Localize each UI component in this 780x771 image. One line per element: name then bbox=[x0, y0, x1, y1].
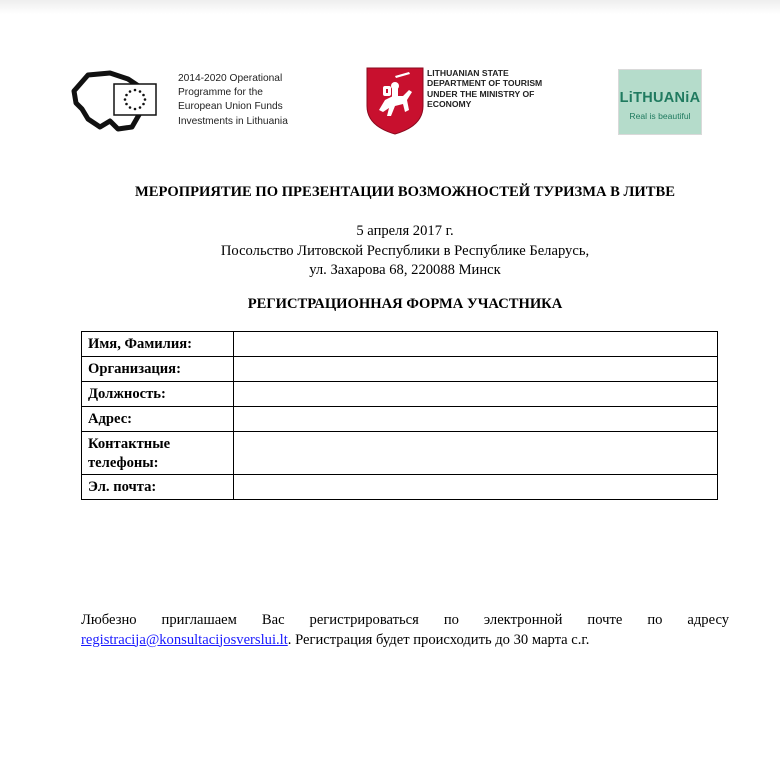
registration-email-link[interactable]: registracija@konsultacijosverslui.lt bbox=[81, 631, 288, 648]
lithuania-map-icon bbox=[70, 69, 170, 133]
registration-form-table bbox=[81, 331, 718, 500]
ministry-logo-line-4: ECONOMY bbox=[427, 99, 472, 110]
invitation-word: по bbox=[647, 612, 663, 628]
table-row bbox=[82, 407, 718, 432]
ministry-logo-line-2: DEPARTMENT OF TOURISM bbox=[427, 78, 543, 89]
ministry-logo-line-3: UNDER THE MINISTRY OF bbox=[427, 88, 535, 99]
field-label-position: Должность: bbox=[82, 382, 234, 407]
invitation-line-1 bbox=[81, 611, 729, 631]
lithuania-travel-logo bbox=[618, 69, 702, 135]
invitation-word: регистрироваться bbox=[309, 612, 419, 628]
invitation-line-2 bbox=[81, 631, 729, 651]
event-title: МЕРОПРИЯТИЕ ПО ПРЕЗЕНТАЦИИ ВОЗМОЖНОСТЕЙ ТУРИЗМА В ЛИТВЕ bbox=[135, 184, 675, 200]
field-input-name[interactable] bbox=[234, 332, 718, 357]
eu-logo-line-3: European Union Funds bbox=[178, 101, 283, 113]
field-input-phones[interactable] bbox=[234, 432, 718, 475]
invitation-deadline-text: . Регистрация будет происходить до 30 марта с.г. bbox=[287, 631, 590, 648]
field-input-email[interactable] bbox=[234, 475, 718, 500]
field-label-email: Эл. почта: bbox=[82, 475, 234, 500]
invitation-word: почте bbox=[587, 612, 623, 628]
field-input-organization[interactable] bbox=[234, 357, 718, 382]
table-row bbox=[82, 475, 718, 500]
page-top-shadow bbox=[0, 0, 780, 14]
table-row bbox=[82, 432, 718, 475]
field-label-name: Имя, Фамилия: bbox=[82, 332, 234, 357]
field-input-position[interactable] bbox=[234, 382, 718, 407]
eu-logo-line-4: Investments in Lithuania bbox=[178, 115, 288, 127]
table-row bbox=[82, 382, 718, 407]
table-row bbox=[82, 332, 718, 357]
vytis-coat-of-arms-icon bbox=[365, 66, 425, 136]
invitation-word: по bbox=[443, 612, 459, 628]
eu-logo-line-2: Programme for the bbox=[178, 87, 263, 99]
invitation-word: приглашаем bbox=[161, 612, 237, 628]
event-info bbox=[40, 222, 770, 281]
form-title: РЕГИСТРАЦИОННАЯ ФОРМА УЧАСТНИКА bbox=[247, 296, 563, 312]
field-label-organization: Организация: bbox=[82, 357, 234, 382]
table-row bbox=[82, 357, 718, 382]
lithuania-wordmark: LiTHUANiA bbox=[619, 90, 701, 106]
lithuania-slogan: Real is beautiful bbox=[629, 111, 691, 121]
ministry-logo-line-1: LITHUANIAN STATE bbox=[427, 68, 509, 78]
field-input-address[interactable] bbox=[234, 407, 718, 432]
invitation-word: Вас bbox=[261, 612, 285, 628]
eu-logo-line-1: 2014-2020 Operational bbox=[178, 73, 283, 84]
invitation-paragraph bbox=[81, 611, 729, 650]
tourism-department-logo bbox=[365, 66, 565, 136]
field-label-address: Адрес: bbox=[82, 407, 234, 432]
event-date: 5 апреля 2017 г. bbox=[356, 223, 454, 239]
event-venue: Посольство Литовской Республики в Республике Беларусь, bbox=[220, 242, 590, 259]
invitation-word: адресу bbox=[687, 612, 730, 628]
eu-funds-logo bbox=[70, 69, 310, 133]
invitation-word: электронной bbox=[483, 612, 563, 628]
field-label-phones: Контактные телефоны: bbox=[82, 432, 234, 475]
invitation-word: Любезно bbox=[81, 612, 137, 628]
event-address: ул. Захарова 68, 220088 Минск bbox=[309, 262, 501, 278]
